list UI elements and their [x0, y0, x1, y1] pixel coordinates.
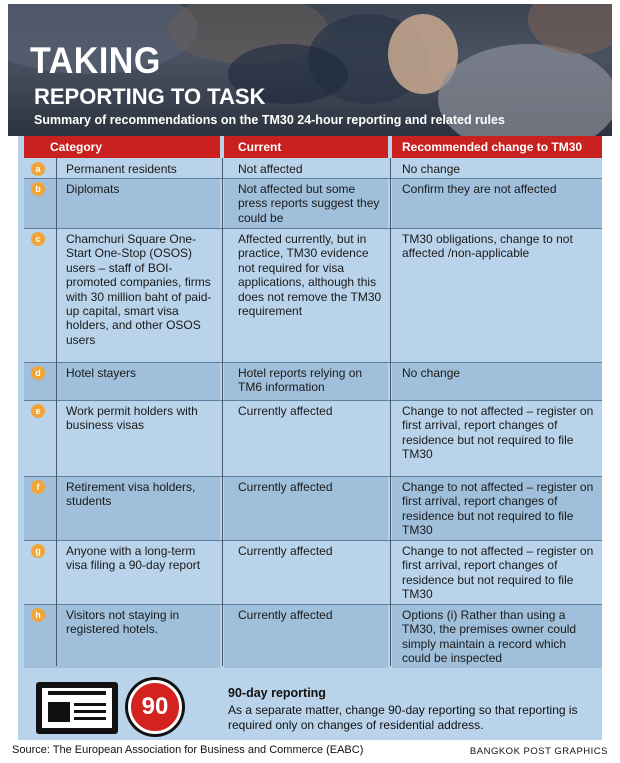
row-badge: h — [31, 608, 45, 622]
row-divider — [24, 362, 602, 363]
ninety-day-body: As a separate matter, change 90-day reporting so that reporting is required only on changes of residential address. — [228, 703, 578, 732]
category-cell: Diplomats — [24, 178, 220, 228]
recommended-cell: No change — [392, 362, 602, 400]
recommended-cell: Change to not affected – register on first arrival, report changes of residence but not required to file TM30 — [402, 544, 594, 602]
header-photo — [8, 4, 612, 136]
row-divider — [24, 228, 602, 229]
category-cell: Hotel stayers — [24, 362, 220, 400]
current-cell: Currently affected — [238, 404, 333, 418]
table-row — [18, 604, 602, 668]
current-cell: Currently affected — [238, 544, 333, 558]
category-cell: Chamchuri Square One-Start One-Stop (OSOS) users – staff of BOI-promoted companies, firms with 30 million baht of paid-up capital, smart visa holders, and other OSOS users — [66, 232, 212, 347]
category-cell: Permanent residents — [66, 162, 177, 176]
row-badge: f — [31, 480, 45, 494]
title-line1: TAKING — [30, 40, 161, 82]
current-cell: Currently affected — [224, 604, 388, 668]
row-divider — [24, 476, 602, 477]
recommended-cell: Options (i) Rather than using a TM30, the premises owner could simply maintain a record which could be inspected — [392, 604, 602, 668]
table-row — [18, 540, 602, 604]
column-header-category: Category — [24, 136, 220, 158]
current-cell: Affected currently, but in practice, TM30 evidence not required for visa applications, although this does not remove the TM30 requirement — [238, 232, 382, 319]
recommended-cell: No change — [402, 162, 461, 176]
current-cell: Not affected — [238, 162, 303, 176]
source-note: Source: The European Association for Business and Commerce (EABC) — [12, 744, 364, 756]
recommended-cell: Change to not affected – register on first arrival, report changes of residence but not required to file TM30 — [392, 476, 602, 540]
row-badge: a — [31, 162, 45, 176]
ninety-day-box — [18, 674, 602, 740]
table-row — [18, 362, 602, 400]
row-badge: b — [31, 182, 45, 196]
category-cell: Retirement visa holders, students — [24, 476, 220, 540]
row-divider — [24, 178, 602, 179]
ninety-badge: 90 — [128, 680, 182, 734]
recommended-cell: Change to not affected – register on first arrival, report changes of residence but not required to file TM30 — [402, 404, 594, 462]
subtitle: Summary of recommendations on the TM30 24-hour reporting and related rules — [34, 113, 505, 127]
infographic — [8, 4, 612, 740]
column-header-recommended: Recommended change to TM30 — [392, 136, 602, 158]
row-badge: c — [31, 232, 45, 246]
table-row — [18, 400, 602, 476]
column-divider — [390, 158, 391, 666]
category-cell: Work permit holders with business visas — [66, 404, 198, 433]
column-divider — [56, 158, 57, 666]
row-divider — [24, 540, 602, 541]
table-row — [18, 178, 602, 228]
table-row — [18, 158, 602, 178]
recommendations-table — [18, 136, 602, 674]
row-badge: d — [31, 366, 45, 380]
category-cell: Anyone with a long-term visa filing a 90-day report — [66, 544, 201, 573]
row-divider — [24, 400, 602, 401]
current-cell: Hotel reports relying on TM6 information — [224, 362, 388, 400]
column-header-current: Current — [224, 136, 388, 158]
title-line2: REPORTING TO TASK — [34, 84, 266, 109]
row-divider — [24, 604, 602, 605]
newspaper-icon — [36, 682, 118, 734]
current-cell: Currently affected — [224, 476, 388, 540]
table-row — [18, 476, 602, 540]
current-cell: Not affected but some press reports suggest they could be — [224, 178, 388, 228]
row-badge: g — [31, 544, 45, 558]
recommended-cell: TM30 obligations, change to not affected /non-applicable — [402, 232, 573, 261]
column-divider — [222, 158, 223, 666]
recommended-cell: Confirm they are not affected — [392, 178, 602, 228]
category-cell: Visitors not staying in registered hotels. — [24, 604, 220, 668]
table-row — [18, 228, 602, 362]
ninety-day-title: 90-day reporting — [228, 686, 326, 700]
row-badge: e — [31, 404, 45, 418]
graphics-credit: BANGKOK POST GRAPHICS — [469, 746, 608, 757]
